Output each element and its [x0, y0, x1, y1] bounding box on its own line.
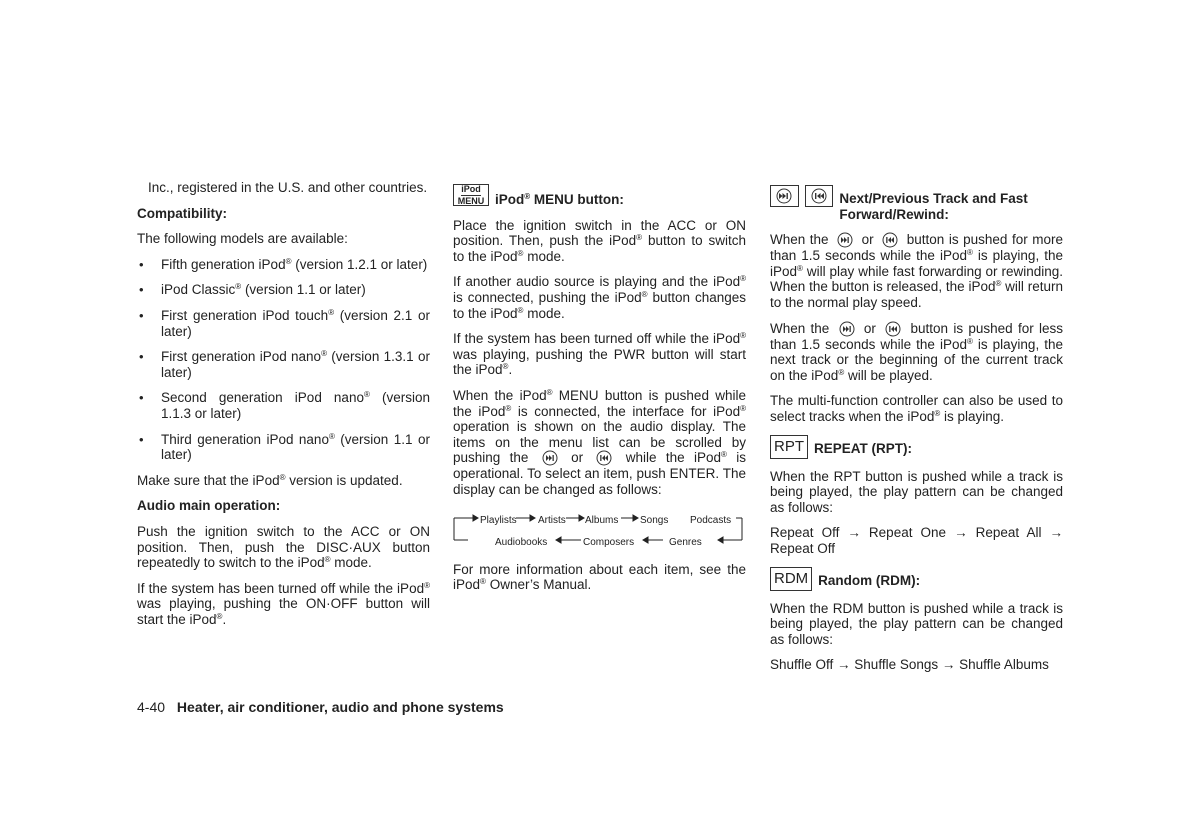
- repeat-paragraph-1: When the RPT button is pushed while a track is being played, the play pattern can be changed as follows:: [770, 468, 1063, 515]
- compatibility-intro: The following models are available:: [137, 231, 348, 247]
- next-track-icon: [837, 232, 853, 248]
- flow-playlists: Playlists: [480, 514, 517, 526]
- next-track-button-icon: [770, 185, 799, 207]
- ipod-paragraph-5: For more information about each item, see the iPod® Owner’s Manual.: [453, 561, 746, 593]
- list-item: • Fifth generation iPod® (version 1.2.1 or later): [137, 257, 430, 273]
- list-item: • Third generation iPod nano® (version 1.1 or later): [137, 432, 430, 463]
- repeat-heading: RPT REPEAT (RPT):: [770, 435, 1063, 459]
- ipod-paragraph-1: Place the ignition switch in the ACC or ON position. Then, push the iPod® button to switch to the iPod® mode.: [453, 217, 747, 264]
- previous-track-icon: [882, 232, 898, 248]
- previous-track-icon: [596, 450, 612, 466]
- audio-main-heading: Audio main operation:: [137, 498, 281, 514]
- ipod-paragraph-4: When the iPod® MENU button is pushed while the iPod® is connected, the interface for iPod® operation is shown on the audio display. The items on the menu list can be scrolled by pushing the or while the iPod® is operational. To select an item, push ENTER. The display can be changed as follows:: [453, 387, 746, 497]
- flow-albums: Albums: [585, 514, 619, 526]
- random-heading: RDM Random (RDM):: [770, 567, 1063, 591]
- previous-track-icon: [807, 188, 831, 204]
- flow-podcasts: Podcasts: [690, 514, 732, 526]
- menu-flow-diagram: [453, 508, 746, 550]
- flow-songs: Songs: [640, 514, 669, 526]
- audio-paragraph-1: Push the ignition switch to the ACC or ON position. Then, push the DISC·AUX button repeatedly to switch to the iPod® mode.: [137, 523, 430, 571]
- model-list: [137, 257, 430, 463]
- page-footer: [137, 700, 504, 716]
- flow-artists: Artists: [538, 514, 566, 526]
- ipod-paragraph-3: If the system has been turned off while the iPod® was playing, pushing the PWR button will start the iPod®.: [453, 331, 746, 378]
- compatibility-heading: Compatibility:: [137, 205, 227, 221]
- track-paragraph-3: The multi-function controller can also be used to select tracks when the iPod® is playing.: [770, 393, 1063, 424]
- track-heading: Next/Previous Track and Fast Forward/Rewind:: [770, 185, 1063, 222]
- track-paragraph-2: When the or button is pushed for less than 1.5 seconds while the iPod® is playing, the next track or the beginning of the current track on the iPod® will be played.: [770, 320, 1063, 383]
- list-item: • Second generation iPod nano® (version 1.1.3 or later): [137, 390, 430, 421]
- intro-text: Inc., registered in the U.S. and other countries.: [148, 180, 428, 195]
- section-title: Heater, air conditioner, audio and phone systems: [176, 699, 504, 715]
- list-item: • iPod Classic® (version 1.1 or later): [137, 282, 430, 298]
- update-note: Make sure that the iPod® version is updated.: [137, 472, 403, 488]
- random-paragraph-2: Shuffle Off → Shuffle Songs → Shuffle Albums: [770, 657, 1049, 673]
- previous-track-button-icon: [805, 185, 834, 207]
- next-track-icon: [839, 321, 855, 337]
- next-track-icon: [542, 450, 558, 466]
- flow-composers: Composers: [583, 536, 635, 548]
- flow-genres: Genres: [669, 536, 702, 548]
- flow-audiobooks: Audiobooks: [495, 536, 548, 548]
- next-track-icon: [772, 188, 796, 204]
- page-number: 4-40: [137, 699, 166, 715]
- audio-paragraph-2: If the system has been turned off while the iPod® was playing, pushing the ON·OFF button will start the iPod®.: [137, 580, 430, 627]
- rpt-button-icon: RPT: [770, 435, 808, 459]
- ipod-menu-button-icon: iPod MENU: [453, 184, 489, 206]
- previous-track-icon: [885, 321, 901, 337]
- ipod-menu-heading: iPod MENU iPod® MENU button:: [453, 183, 746, 208]
- track-paragraph-1: When the or button is pushed for more than 1.5 seconds while the iPod® is playing, the iPod® will play while fast forwarding or rewinding. When the button is released, the iPod® will return to the normal play speed.: [770, 232, 1063, 310]
- column-3: [770, 185, 1063, 683]
- list-item: • First generation iPod nano® (version 1.3.1 or later): [137, 349, 430, 380]
- random-paragraph-1: When the RDM button is pushed while a track is being played, the play pattern can be changed as follows:: [770, 600, 1063, 647]
- list-item: • First generation iPod touch® (version 2.1 or later): [137, 308, 430, 339]
- rdm-button-icon: RDM: [770, 567, 812, 591]
- column-1: [137, 180, 430, 637]
- column-2: [453, 183, 746, 603]
- repeat-paragraph-2: Repeat Off → Repeat One → Repeat All → Repeat Off: [770, 525, 1063, 556]
- ipod-paragraph-2: If another audio source is playing and the iPod® is connected, pushing the iPod® button changes to the iPod® mode.: [453, 274, 746, 321]
